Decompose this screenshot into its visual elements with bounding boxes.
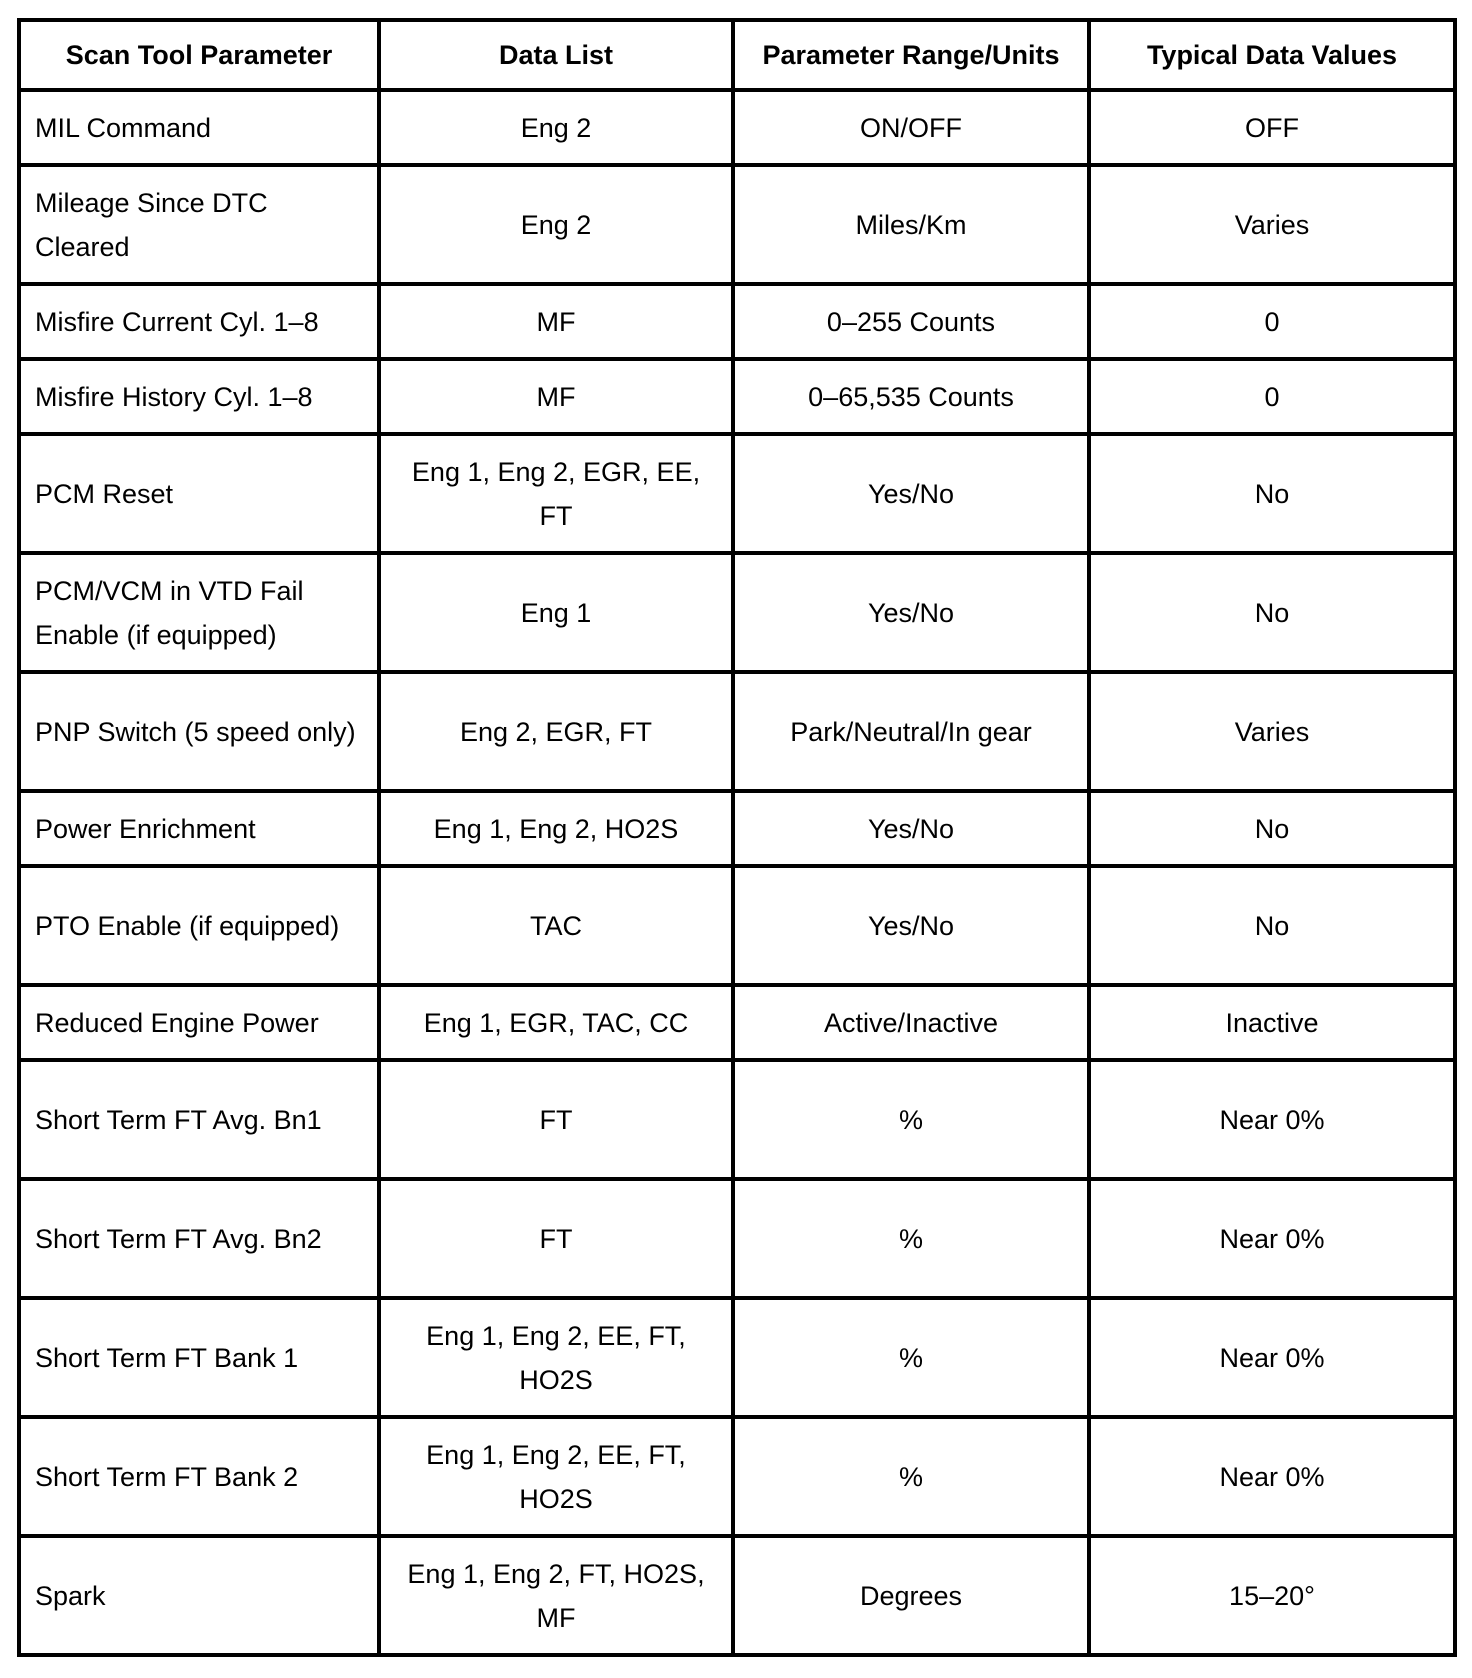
cell-data-list: Eng 1, Eng 2, EE, FT, HO2S: [379, 1417, 733, 1536]
cell-data-list: Eng 1, EGR, TAC, CC: [379, 985, 733, 1060]
cell-data-list: Eng 1: [379, 553, 733, 672]
cell-parameter: Short Term FT Bank 1: [19, 1298, 379, 1417]
cell-range-units: Degrees: [733, 1536, 1089, 1655]
cell-range-units: Yes/No: [733, 434, 1089, 553]
cell-data-list: Eng 2, EGR, FT: [379, 672, 733, 791]
cell-range-units: 0–65,535 Counts: [733, 359, 1089, 434]
table-row: [19, 672, 1455, 791]
cell-parameter: Power Enrichment: [19, 791, 379, 866]
cell-parameter: Short Term FT Avg. Bn1: [19, 1060, 379, 1179]
cell-typical-value: Varies: [1089, 165, 1455, 284]
cell-data-list: FT: [379, 1060, 733, 1179]
cell-data-list: MF: [379, 284, 733, 359]
cell-range-units: Park/Neutral/In gear: [733, 672, 1089, 791]
header-typical-data-values: Typical Data Values: [1089, 20, 1455, 90]
cell-range-units: %: [733, 1417, 1089, 1536]
table-row: [19, 1298, 1455, 1417]
cell-parameter: PCM/VCM in VTD Fail Enable (if equipped): [19, 553, 379, 672]
cell-parameter: Misfire Current Cyl. 1–8: [19, 284, 379, 359]
cell-data-list: Eng 1, Eng 2, EE, FT, HO2S: [379, 1298, 733, 1417]
table-row: [19, 866, 1455, 985]
scan-tool-parameter-table: [17, 18, 1457, 1657]
cell-data-list: Eng 1, Eng 2, EGR, EE, FT: [379, 434, 733, 553]
table-row: [19, 985, 1455, 1060]
table-row: [19, 1536, 1455, 1655]
cell-range-units: %: [733, 1179, 1089, 1298]
cell-typical-value: OFF: [1089, 90, 1455, 165]
cell-data-list: TAC: [379, 866, 733, 985]
cell-range-units: Yes/No: [733, 791, 1089, 866]
header-scan-tool-parameter: Scan Tool Parameter: [19, 20, 379, 90]
table-row: [19, 284, 1455, 359]
cell-typical-value: 0: [1089, 359, 1455, 434]
table-row: [19, 553, 1455, 672]
cell-data-list: FT: [379, 1179, 733, 1298]
cell-range-units: %: [733, 1298, 1089, 1417]
table-row: [19, 1060, 1455, 1179]
cell-typical-value: Near 0%: [1089, 1298, 1455, 1417]
cell-parameter: Short Term FT Bank 2: [19, 1417, 379, 1536]
table-row: [19, 359, 1455, 434]
cell-range-units: Yes/No: [733, 553, 1089, 672]
cell-typical-value: No: [1089, 791, 1455, 866]
cell-parameter: Short Term FT Avg. Bn2: [19, 1179, 379, 1298]
cell-typical-value: Near 0%: [1089, 1060, 1455, 1179]
cell-typical-value: Varies: [1089, 672, 1455, 791]
cell-parameter: Misfire History Cyl. 1–8: [19, 359, 379, 434]
cell-range-units: Yes/No: [733, 866, 1089, 985]
cell-data-list: Eng 1, Eng 2, FT, HO2S, MF: [379, 1536, 733, 1655]
cell-typical-value: Inactive: [1089, 985, 1455, 1060]
cell-typical-value: 15–20°: [1089, 1536, 1455, 1655]
cell-range-units: ON/OFF: [733, 90, 1089, 165]
cell-typical-value: 0: [1089, 284, 1455, 359]
table-row: [19, 791, 1455, 866]
cell-data-list: Eng 1, Eng 2, HO2S: [379, 791, 733, 866]
cell-typical-value: No: [1089, 553, 1455, 672]
cell-data-list: MF: [379, 359, 733, 434]
cell-parameter: Spark: [19, 1536, 379, 1655]
cell-parameter: MIL Command: [19, 90, 379, 165]
cell-parameter: PNP Switch (5 speed only): [19, 672, 379, 791]
cell-range-units: Active/Inactive: [733, 985, 1089, 1060]
table-header-row: [19, 20, 1455, 90]
cell-parameter: PCM Reset: [19, 434, 379, 553]
cell-parameter: PTO Enable (if equipped): [19, 866, 379, 985]
cell-parameter: Mileage Since DTC Cleared: [19, 165, 379, 284]
cell-data-list: Eng 2: [379, 90, 733, 165]
header-parameter-range-units: Parameter Range/Units: [733, 20, 1089, 90]
cell-typical-value: Near 0%: [1089, 1417, 1455, 1536]
cell-range-units: Miles/Km: [733, 165, 1089, 284]
header-data-list: Data List: [379, 20, 733, 90]
cell-typical-value: No: [1089, 866, 1455, 985]
table-row: [19, 165, 1455, 284]
cell-typical-value: Near 0%: [1089, 1179, 1455, 1298]
cell-range-units: %: [733, 1060, 1089, 1179]
table-row: [19, 1417, 1455, 1536]
table-row: [19, 90, 1455, 165]
cell-typical-value: No: [1089, 434, 1455, 553]
table-row: [19, 434, 1455, 553]
table-row: [19, 1179, 1455, 1298]
cell-range-units: 0–255 Counts: [733, 284, 1089, 359]
cell-data-list: Eng 2: [379, 165, 733, 284]
cell-parameter: Reduced Engine Power: [19, 985, 379, 1060]
